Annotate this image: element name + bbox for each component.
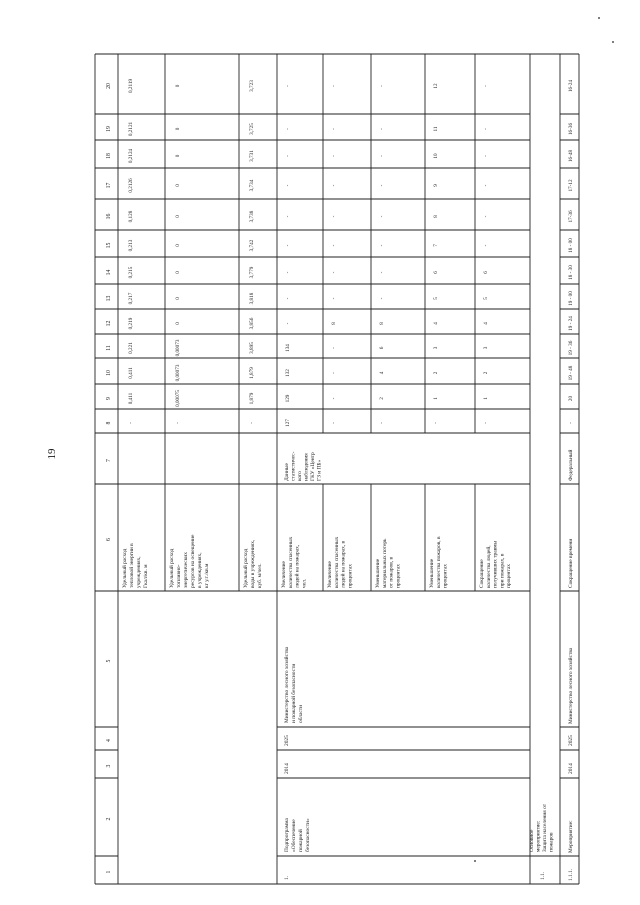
indicator-value: - [175,422,181,424]
indicator-value: 3,895 [249,342,255,354]
column-header: 11 [106,345,112,351]
indicator-name: Удельный расход [169,548,175,588]
main-activity-name: Основное [529,829,535,852]
indicator-value: 0,2124 [128,148,134,164]
indicator-name: от пожаров, в [388,556,395,588]
data-source: ГЗ и ПБ» [316,459,323,481]
indicator-value: 4 [379,371,385,375]
column-header: 15 [106,242,112,249]
indicator-name: Увеличение [327,561,333,588]
indicator-name: Уменьшение [375,558,381,588]
indicator-value: 3,742 [249,239,255,252]
indicator-name: количества спасенных [333,536,340,588]
column-header: 14 [106,269,112,276]
indicator-value: 8 [379,322,385,325]
indicator-value: - [379,422,385,424]
indicator-value: - [483,85,489,87]
indicator-value: - [379,128,385,130]
data-source: Данные [284,463,290,481]
indicator-value: 8 [331,322,337,325]
indicator-value: - [483,155,489,157]
indicator-value: 0 [175,215,181,218]
data-source: статистичес- [290,451,297,481]
indicator-value: 0,221 [128,342,134,354]
end-year: 2025 [284,735,290,746]
indicator-value: 3,856 [249,317,255,330]
indicator-value: 0 [175,84,181,88]
indicator-value: 3,731 [249,150,255,162]
indicator-name: процентах [506,564,513,588]
indicator-value: - [285,184,291,187]
indicator-value: 6 [379,346,385,350]
indicator-value: 0,411 [128,367,134,379]
indicator-value: 19 - 24 [568,316,574,331]
indicator-value: - [483,215,489,218]
indicator-value: - [483,184,489,187]
indicator-value: 11 [433,126,439,132]
indicator-value: 0,00073 [175,339,181,357]
data-source: Федеральный [568,449,574,481]
indicator-value: - [483,128,489,130]
indicator-value: - [433,422,439,424]
indicator-value: - [285,271,291,274]
indicator-value: 12 [433,83,439,89]
main-activity-name: мероприятие: [535,820,542,852]
main-activity-name: Защита населения от [542,803,548,852]
indicator-value: 0,2121 [128,121,134,137]
indicator-value: 134 [285,344,291,352]
indicator-name: Уменьшение [429,558,435,588]
row-number: 1.1. [540,871,546,880]
indicator-value: 0,217 [128,292,134,305]
indicator-value: 7 [433,244,439,247]
row-number: 1.1.1. [568,868,574,881]
indicator-value: - [285,322,291,325]
indicator-value: 3 [483,346,489,350]
indicator-value: 18 - 00 [568,238,574,253]
column-header: 20 [106,83,112,89]
indicator-name: воды в учреждениях, [250,539,256,588]
indicator-value: 4 [433,322,439,325]
column-header: 6 [106,538,112,541]
indicator-name: процентах [442,564,449,588]
indicator-value: - [249,422,255,424]
indicator-name: получивших травмы [492,540,499,588]
executor-name: и пожарной безопасности [291,663,297,723]
indicator-name: процентах [347,564,354,588]
indicator-value: 5 [433,297,439,300]
indicator-value: - [331,184,337,187]
column-header: 5 [106,659,112,663]
indicator-value: 2 [379,397,385,400]
indicator-value: 1,879 [249,367,255,379]
indicator-value: 6 [483,271,489,274]
end-year: 2025 [568,735,574,746]
subprogram-name: «Обеспечение [291,819,297,852]
indicator-value: - [379,155,385,157]
indicator-name: топливно- [176,564,182,588]
indicator-value: 18 - 30 [568,265,574,280]
indicator-value: 9 [433,184,439,187]
column-header: 4 [106,739,112,742]
indicator-value: 127 [285,419,291,427]
indicator-name: кг у.т./кв.м [204,563,210,588]
indicator-value: 0,213 [128,239,134,252]
indicator-value: 0,411 [128,392,134,405]
indicator-value: 0 [175,244,181,247]
indicator-value: 0,00073 [175,364,181,382]
indicator-value: 1 [483,397,489,400]
indicator-value: - [285,297,291,300]
indicator-value: - [331,215,337,218]
indicator-name: материальных потерь [381,538,388,588]
indicator-name: Сокращение времени [568,538,574,588]
indicator-name: при пожарах, в [499,553,506,588]
column-header: 9 [106,397,112,400]
indicator-value: 0 [175,271,181,274]
indicator-value: - [285,244,291,247]
indicator-value: 3,818 [249,292,255,305]
indicator-value: 2 [483,371,489,375]
indicator-value: 3,779 [249,266,255,279]
indicator-name: Удельный расход [243,548,249,588]
indicator-value: - [331,271,337,274]
indicator-value: 0,00075 [175,390,181,407]
indicator-value: - [331,397,337,400]
indicator-value: - [331,372,337,374]
data-source: кого [297,471,303,481]
indicator-value: 3,723 [249,80,255,92]
indicator-value: - [285,215,291,218]
indicator-value: - [285,85,291,87]
column-header: 1 [106,870,112,874]
executor-name: области [298,704,304,723]
column-header: 10 [106,370,112,376]
column-header: 18 [106,153,112,159]
subprogram-name: безопасности» [305,818,311,852]
indicator-name: чел. [301,578,308,588]
indicator-name: в учреждениях, [197,552,203,588]
indicator-name: Сокращение [479,559,485,588]
indicator-name: ресурсов на освещение [190,534,196,588]
indicator-name: людей на пожарах, [294,544,301,588]
indicator-value: 0 [175,154,181,158]
indicator-value: 10 [433,153,439,159]
indicator-value: 2 [433,371,439,375]
start-year: 2014 [284,763,290,774]
indicator-name: количества пожаров, в [435,536,442,588]
page-number: 19 [46,448,58,460]
indicator-value: 0 [175,322,181,325]
indicator-value: 16-36 [568,122,574,136]
executor-name: Министерство лесного хозяйства [568,647,574,724]
column-header: 17 [106,182,112,189]
indicator-value: 3 [433,346,439,350]
start-year: 2014 [568,763,574,774]
indicator-value: - [379,184,385,187]
indicator-value: - [568,422,574,424]
main-activity-name: пожаров [548,832,555,852]
indicator-name: тепловой энергии в [129,543,135,588]
indicator-value: - [379,271,385,274]
indicator-value: 20 [568,395,574,402]
column-header: 3 [106,764,112,768]
indicator-value: - [331,244,337,247]
indicator-value: 3,734 [249,179,255,192]
indicator-value: 0,219 [128,317,134,330]
column-header: 12 [106,320,112,327]
indicator-value: - [331,422,337,424]
data-source: наблюдения [303,453,310,481]
indicator-value: - [331,128,337,130]
indicator-value: 1,879 [249,392,255,405]
indicator-value: - [331,347,337,349]
indicator-value: 0 [175,127,181,131]
indicator-name: учреждениях, [136,556,142,588]
indicator-value: 17-12 [568,179,574,192]
subprogram-name: пожарной [298,829,304,852]
indicator-value: 0,2119 [128,78,134,94]
indicator-value: 19 - 48 [568,365,574,381]
indicator-value: 0,2126 [128,178,134,193]
indicator-name: Гкал/кв. м [143,564,149,588]
indicator-value: - [331,155,337,157]
indicator-name: людей на пожарах, в [340,540,347,588]
indicator-value: 3,725 [249,123,255,135]
indicator-value: 8 [433,215,439,218]
indicator-value: - [285,155,291,157]
column-header: 19 [106,126,112,132]
data-source: ГКУ «Центр [310,452,316,481]
indicator-value: 19 - 36 [568,340,574,356]
indicator-value: 16-24 [568,79,574,93]
column-header: 16 [106,213,112,220]
indicator-value: 17-36 [568,210,574,223]
indicator-value: - [379,85,385,87]
subprogram-name: Подпрограмма [284,818,290,852]
indicator-value: - [128,422,134,424]
indicator-value: 0 [175,184,181,187]
indicator-value: - [331,85,337,87]
column-header: 13 [106,295,112,302]
column-header: 8 [106,421,112,425]
indicator-value: 1 [433,397,439,400]
indicator-value: - [331,297,337,300]
indicator-value: - [379,244,385,247]
column-header: 2 [106,817,112,821]
indicator-name: куб. м/чел. [257,563,263,588]
indicator-value: 129 [285,394,291,403]
indicator-value: 16-48 [568,149,574,163]
indicator-value: 5 [483,297,489,300]
indicator-value: - [483,422,489,424]
column-header: 7 [106,459,112,462]
indicator-value: 0,215 [128,266,134,279]
executor-name: Министерство лесного хозяйства [284,646,290,723]
indicator-value: - [285,128,291,130]
indicator-value: 3,738 [249,210,255,223]
activity-name: Мероприятие: [568,820,574,853]
indicator-name: Увеличение [281,561,287,588]
indicator-value: - [379,297,385,300]
indicator-value: 132 [285,369,291,377]
indicator-name: Удельный расход [122,548,128,588]
indicator-value: 4 [483,322,489,325]
indicator-name: процентах [395,564,402,588]
row-number: 1. [284,875,290,880]
indicator-value: - [379,215,385,218]
indicator-name: количества людей, [485,545,492,588]
indicator-value: 0 [175,297,181,300]
indicator-name: энергетических [183,552,189,588]
indicator-value: 0,128 [128,210,134,223]
indicator-value: 19 - 00 [568,291,574,306]
indicator-value: 6 [433,271,439,274]
indicator-name: количества спасенных [287,536,294,588]
indicator-value: - [483,244,489,247]
